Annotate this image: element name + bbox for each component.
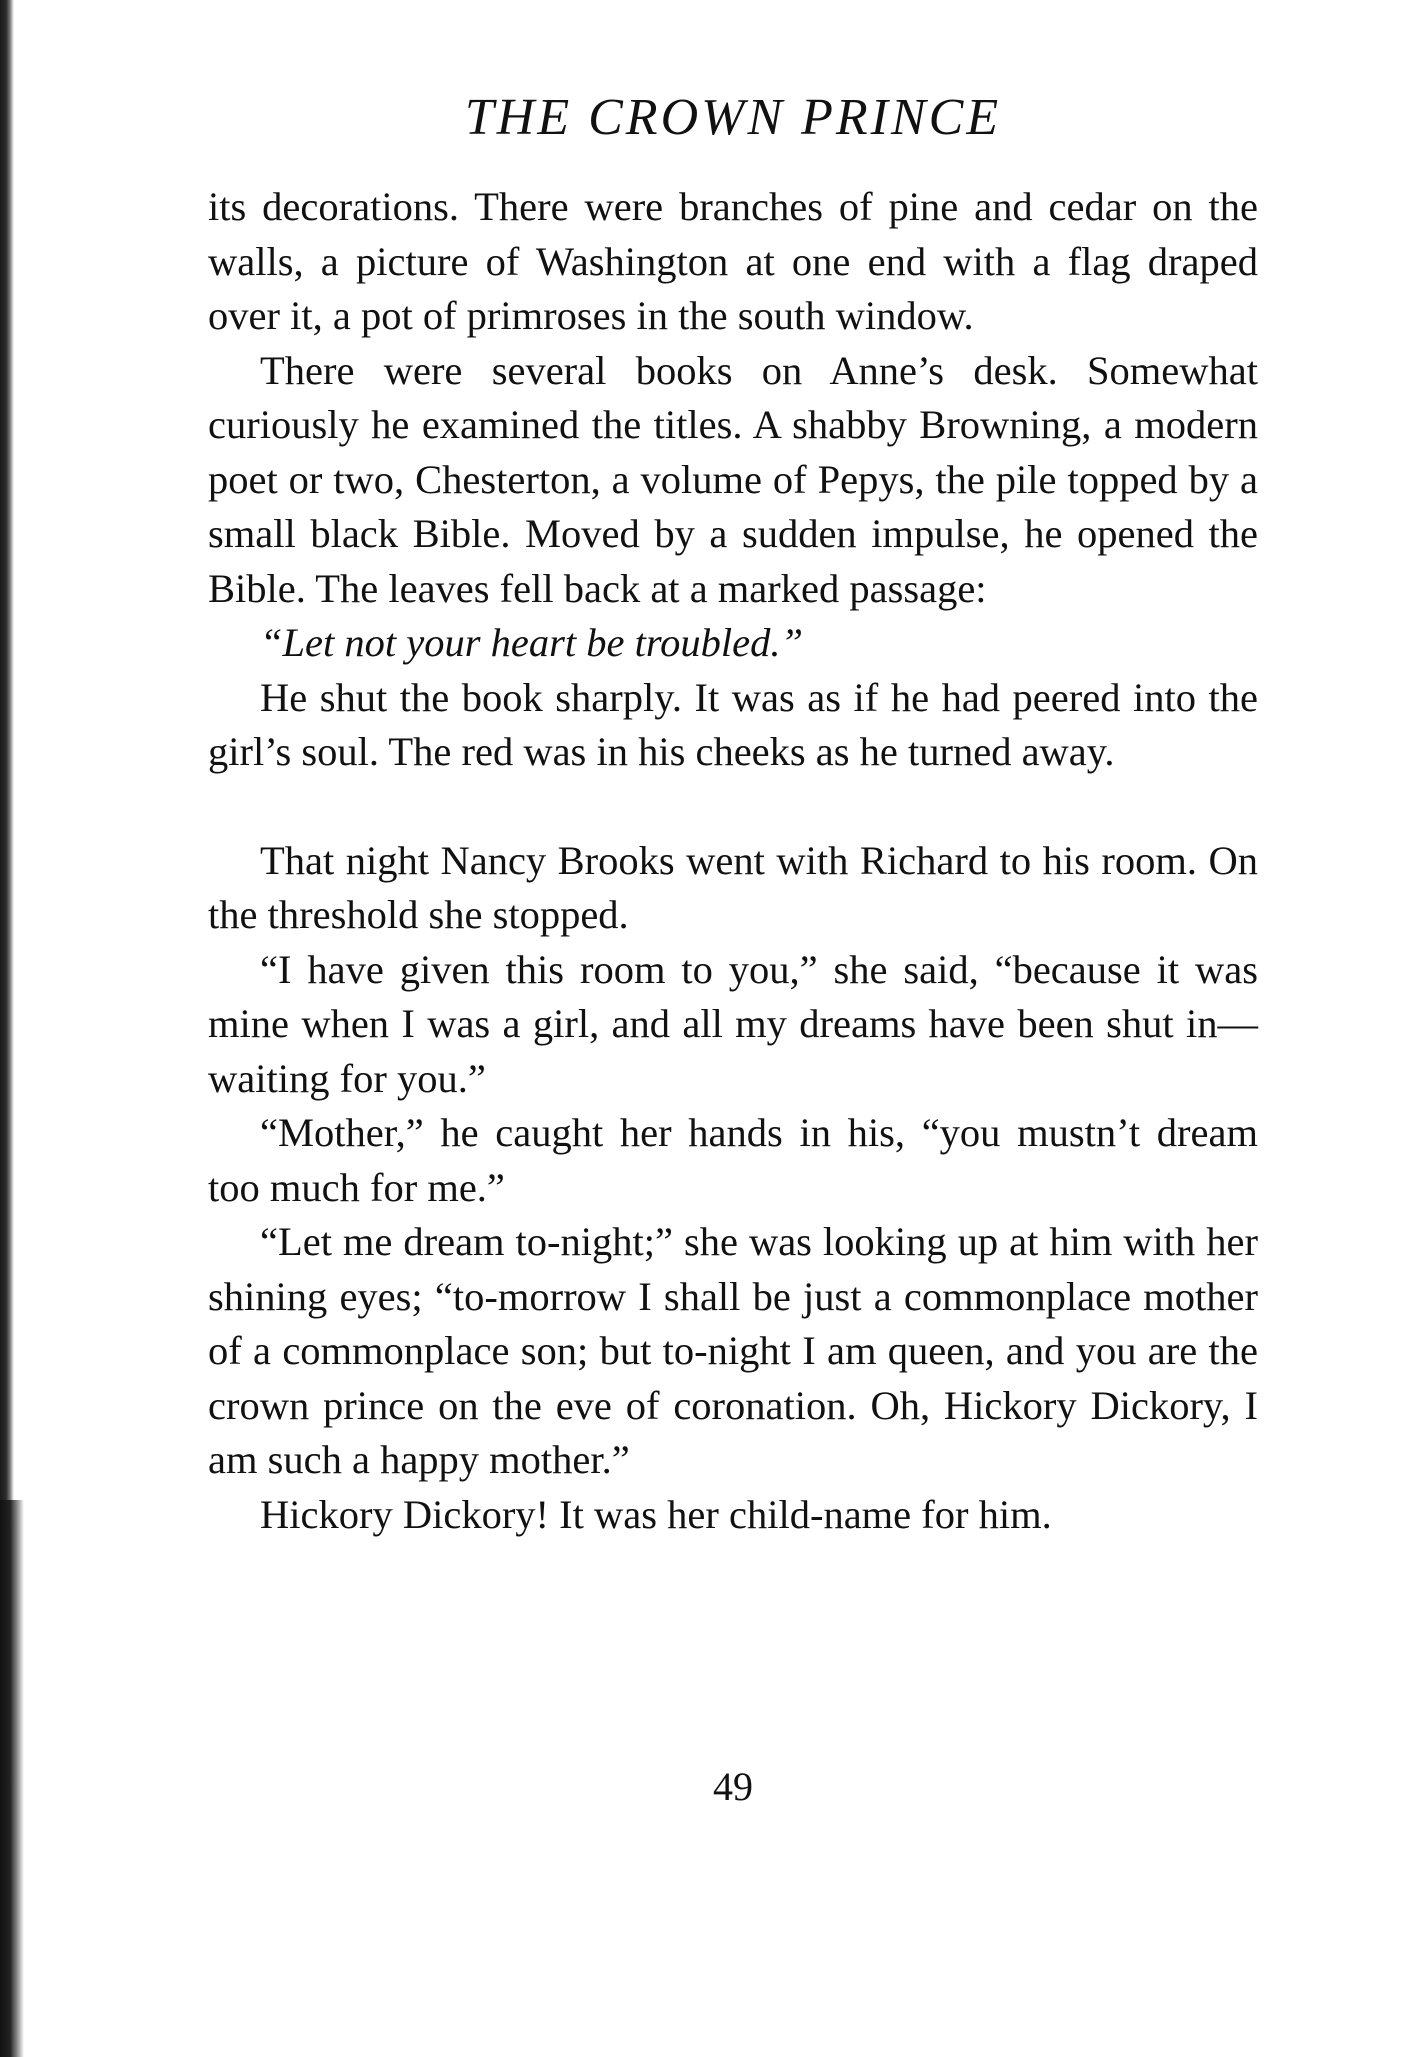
quoted-verse: “Let not your heart be troubled.”: [260, 620, 803, 665]
section-break: [208, 780, 1258, 834]
paragraph: its decorations. There were branches of pine and cedar on the walls, a picture of Washington at one end with a flag draped over it, a pot of primroses in the south window.: [208, 184, 1258, 338]
page-binding-shadow-lower: [0, 1500, 24, 2057]
page-number: 49: [713, 1764, 753, 1809]
body-text: [208, 180, 1258, 1542]
paragraph: That night Nancy Brooks went with Richard to his room. On the threshold she stopped.: [208, 837, 1258, 937]
paragraph: There were several books on Anne’s desk. Somewhat curiously he examined the titles. A shabby Browning, a modern poet or two, Chesterton, a volume of Pepys, the pile topped by a small black Bible. Moved by a sudden impulse, he opened the Bible. The leaves fell back at a marked passage:: [208, 347, 1258, 611]
paragraph: “I have given this room to you,” she said, “because it was mine when I was a girl, and all my dreams have been shut in—waiting for you.”: [208, 946, 1258, 1101]
paragraph: Hickory Dickory! It was her child-name for him.: [260, 1491, 1052, 1537]
paragraph: He shut the book sharply. It was as if he had peered into the girl’s soul. The red was in his cheeks as he turned away.: [208, 674, 1258, 774]
paragraph: “Let me dream to-night;” she was looking up at him with her shining eyes; “to-morrow I shall be just a commonplace mother of a commonplace son; but to-night I am queen, and you are the crown prince on the eve of coronation. Oh, Hickory Dickory, I am such a happy mother.”: [208, 1219, 1258, 1482]
running-title: THE CROWN PRINCE: [464, 89, 1002, 146]
paragraph: “Mother,” he caught her hands in his, “you mustn’t dream too much for me.”: [208, 1110, 1258, 1210]
